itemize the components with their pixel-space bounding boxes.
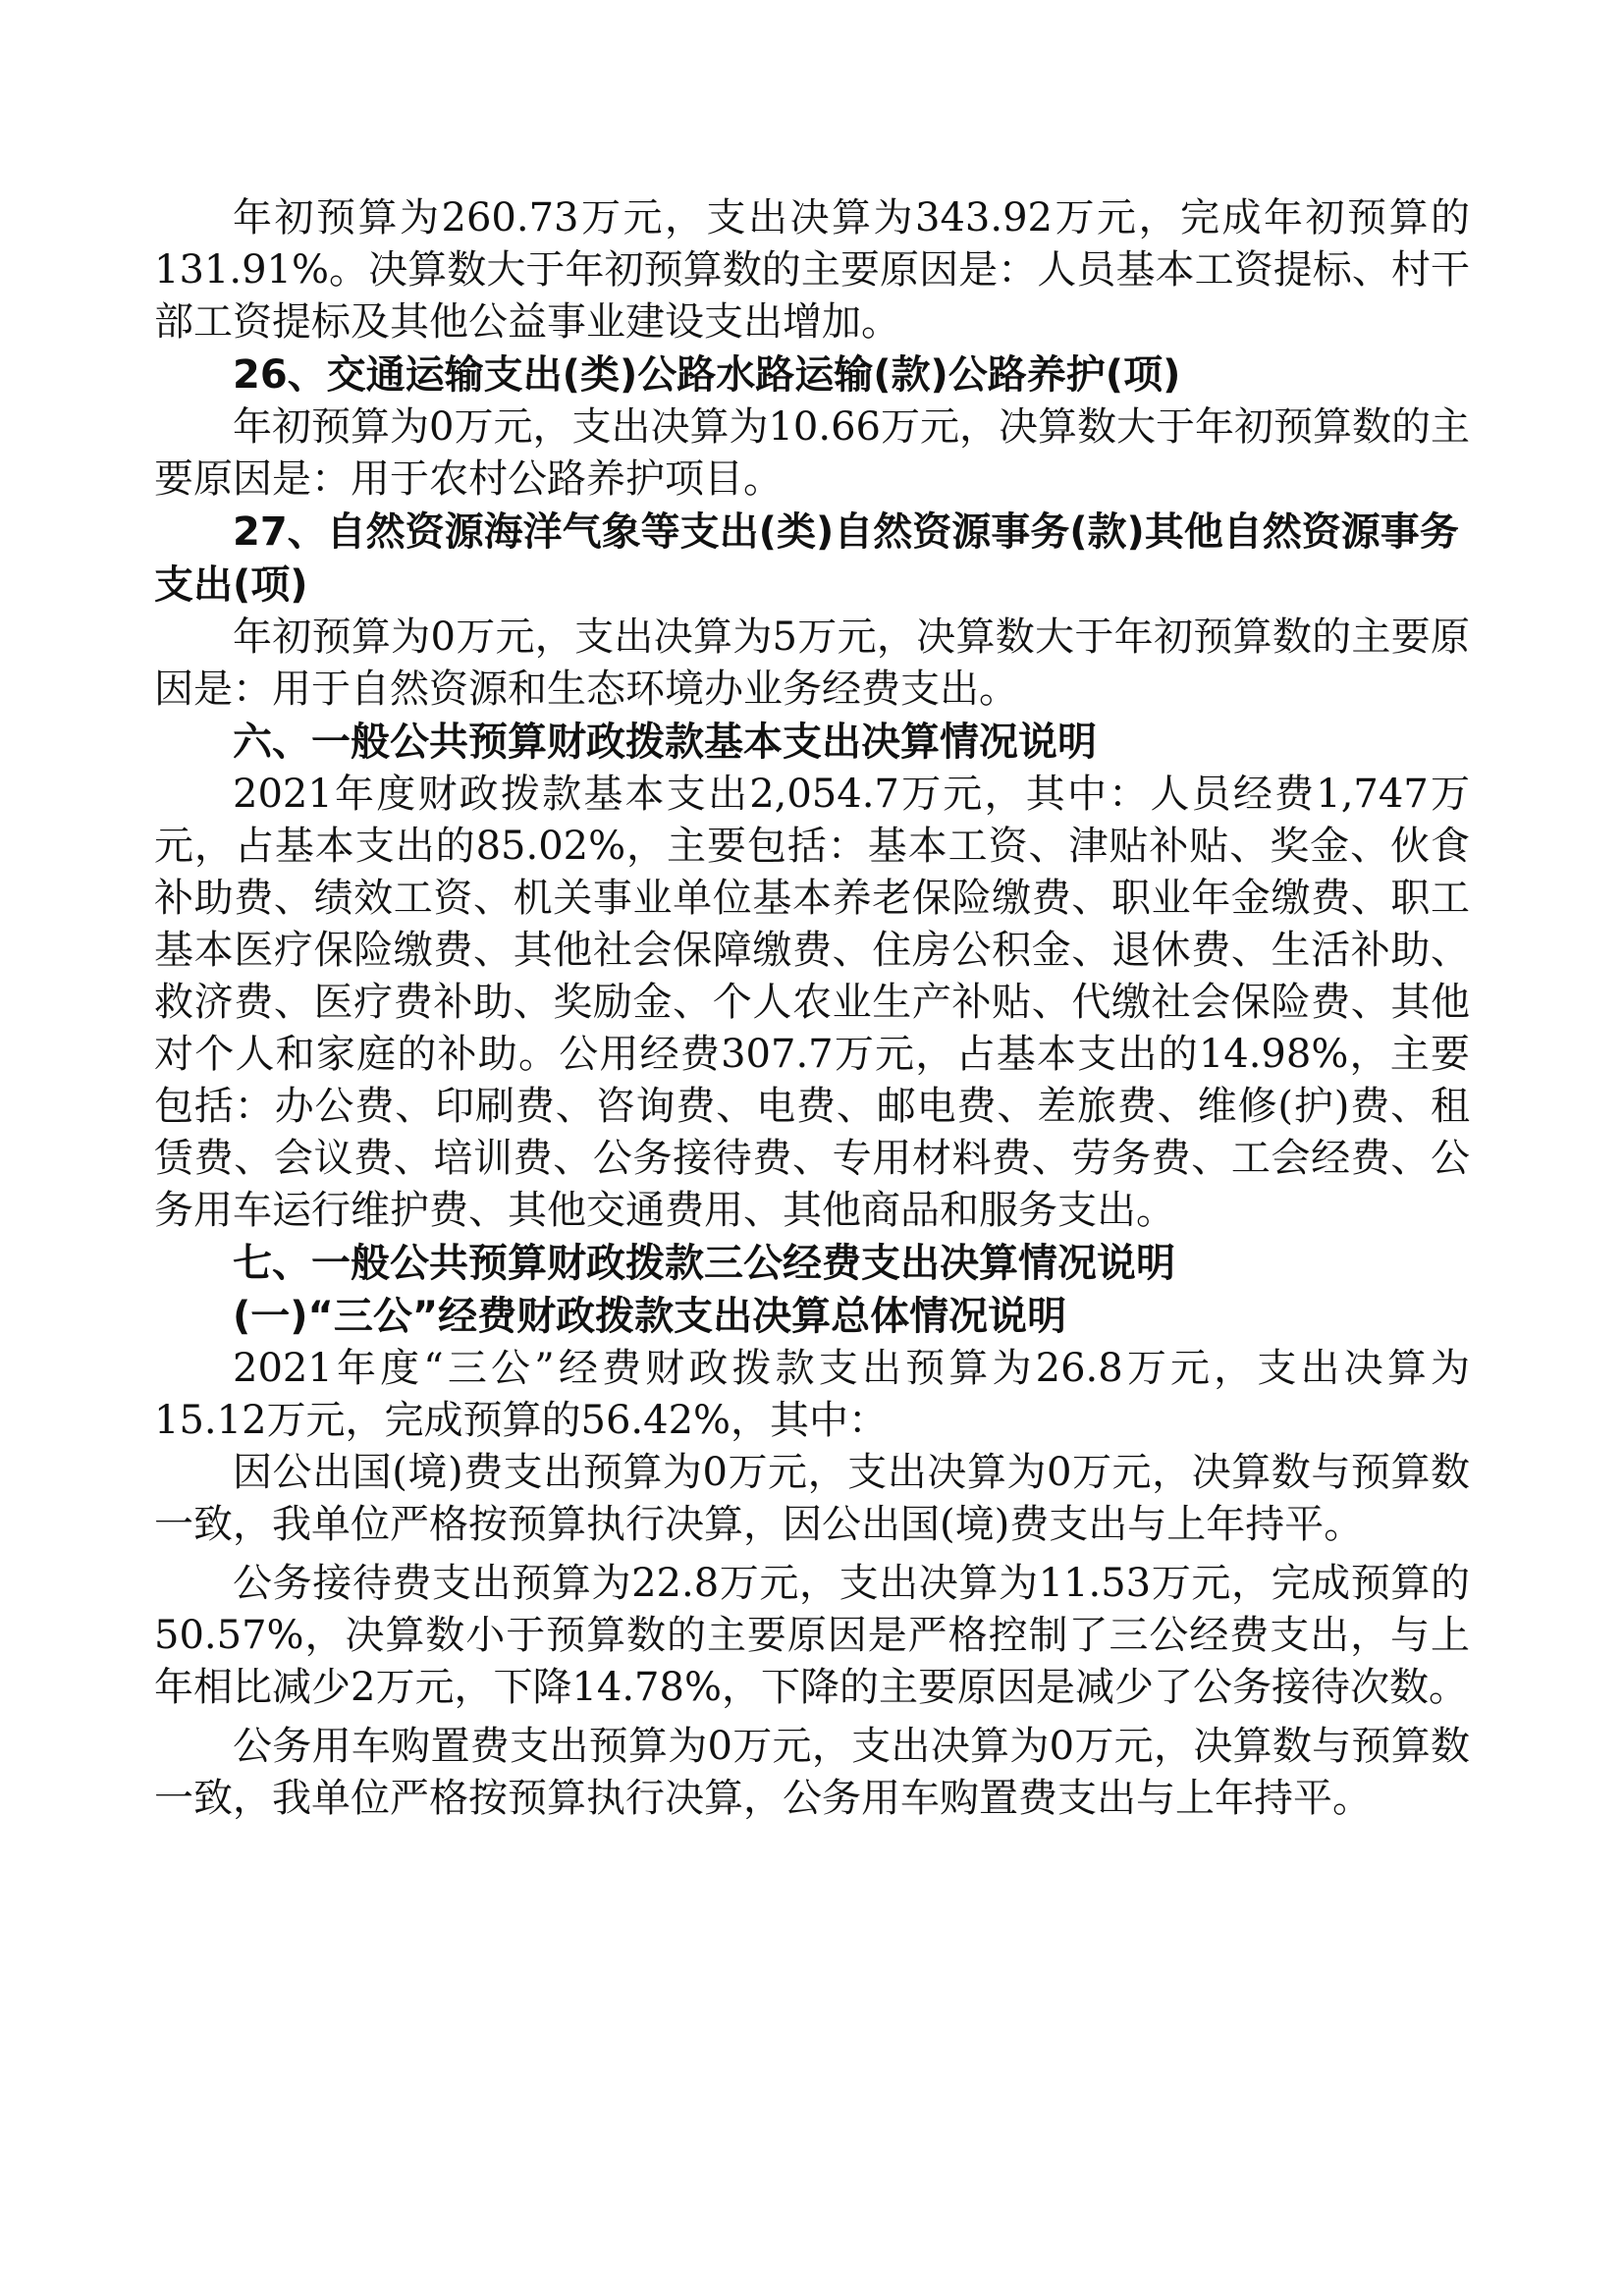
paragraph-item-27: 年初预算为0万元，支出决算为5万元，决算数大于年初预算数的主要原因是：用于自然资源和生态环境办业务经费支出。 <box>154 614 1470 712</box>
paragraph-vehicle-purchase: 公务用车购置费支出预算为0万元，支出决算为0万元，决算数与预算数一致，我单位严格按预算执行决算，公务用车购置费支出与上年持平。 <box>154 1724 1470 1821</box>
heading-item-26: 26、交通运输支出(类)公路水路运输(款)公路养护(项) <box>233 352 1181 398</box>
heading-section-7: 七、一般公共预算财政拨款三公经费支出决算情况说明 <box>233 1241 1175 1286</box>
heading-subsection-1: (一)“三公”经费财政拨款支出决算总体情况说明 <box>233 1294 1067 1339</box>
paragraph-budget-summary: 年初预算为260.73万元，支出决算为343.92万元，完成年初预算的131.91%。决算数大于年初预算数的主要原因是：人员基本工资提标、村干部工资提标及其他公益事业建设支出增加。 <box>154 195 1470 345</box>
paragraph-official-reception: 公务接待费支出预算为22.8万元，支出决算为11.53万元，完成预算的50.57%，决算数小于预算数的主要原因是严格控制了三公经费支出，与上年相比减少2万元，下降14.78%，下降的主要原因是减少了公务接待次数。 <box>154 1561 1470 1710</box>
heading-section-6: 六、一般公共预算财政拨款基本支出决算情况说明 <box>233 720 1097 765</box>
paragraph-overseas-travel: 因公出国(境)费支出预算为0万元，支出决算为0万元，决算数与预算数一致，我单位严格按预算执行决算，因公出国(境)费支出与上年持平。 <box>154 1450 1470 1547</box>
heading-item-27: 27、自然资源海洋气象等支出(类)自然资源事务(款)其他自然资源事务支出(项) <box>154 509 1459 608</box>
paragraph-section-6: 2021年度财政拨款基本支出2,054.7万元，其中：人员经费1,747万元，占基本支出的85.02%，主要包括：基本工资、津贴补贴、奖金、伙食补助费、绩效工资、机关事业单位基本养老保险缴费、职业年金缴费、职工基本医疗保险缴费、其他社会保障缴费、住房公积金、退休费、生活补助、救济费、医疗费补助、奖励金、个人农业生产补贴、代缴社会保险费、其他对个人和家庭的补助。公用经费307.7万元，占基本支出的14.98%，主要包括：办公费、印刷费、咨询费、电费、邮电费、差旅费、维修(护)费、租赁费、会议费、培训费、公务接待费、专用材料费、劳务费、工会经费、公务用车运行维护费、其他交通费用、其他商品和服务支出。 <box>154 772 1470 1233</box>
document-page <box>154 192 1470 1825</box>
paragraph-three-public-total: 2021年度“三公”经费财政拨款支出预算为26.8万元，支出决算为15.12万元，完成预算的56.42%，其中： <box>154 1346 1470 1443</box>
paragraph-item-26: 年初预算为0万元，支出决算为10.66万元，决算数大于年初预算数的主要原因是：用于农村公路养护项目。 <box>154 404 1470 502</box>
